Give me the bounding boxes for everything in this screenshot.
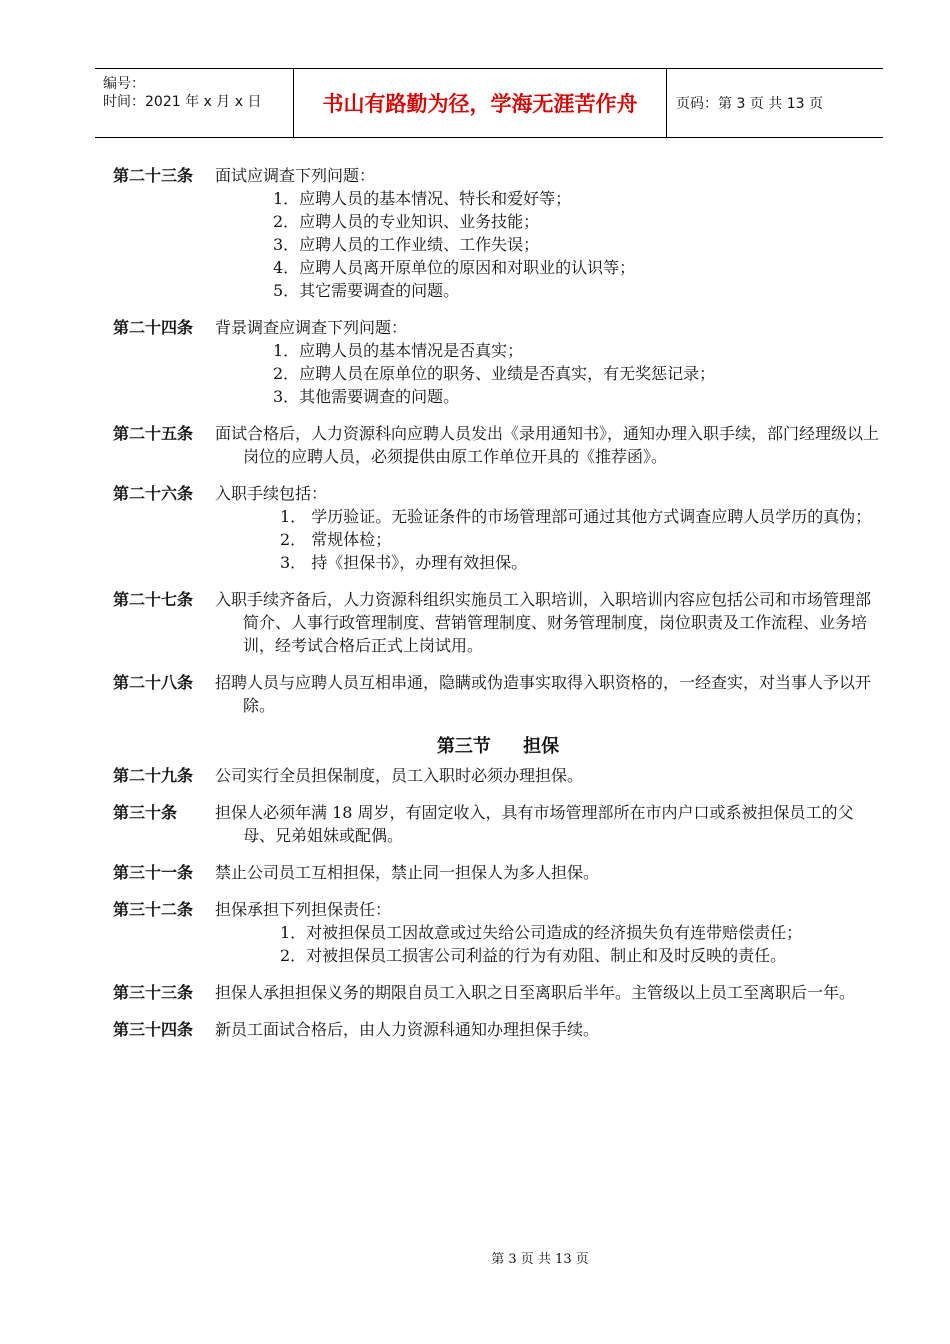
article-23	[113, 164, 883, 187]
article-number: 第二十五条	[113, 424, 194, 443]
serial-label: 编号：	[103, 76, 145, 92]
list-item: 2．应聘人员的专业知识、业务技能；	[273, 212, 540, 231]
list-item: 1．应聘人员的基本情况、特长和爱好等；	[273, 189, 572, 208]
list-item: 1． 学历验证。无验证条件的市场管理部可通过其他方式调查应聘人员学历的真伪；	[280, 507, 872, 526]
list-item: 3．其他需要调查的问题。	[273, 387, 460, 406]
article-24	[113, 316, 883, 339]
list-item: 2．对被担保员工损害公司利益的行为有劝阻、制止和及时反映的责任。	[280, 946, 787, 965]
article-number: 第二十六条	[113, 484, 194, 503]
article-number: 第三十三条	[113, 983, 194, 1002]
list-item: 3．应聘人员的工作业绩、工作失误；	[273, 235, 540, 254]
article-26	[113, 482, 883, 505]
article-number: 第三十条	[113, 803, 178, 822]
article-text: 担保人承担担保义务的期限自员工入职之日至离职后半年。主管级以上员工至离职后一年。	[215, 983, 856, 1002]
article-number: 第二十四条	[113, 318, 194, 337]
page-header	[95, 68, 883, 138]
article-34	[113, 1018, 883, 1041]
article-items	[273, 339, 883, 408]
article-text: 面试应调查下列问题：	[215, 166, 376, 185]
article-items	[273, 187, 883, 302]
article-number: 第二十八条	[113, 673, 194, 692]
list-item: 4．应聘人员离开原单位的原因和对职业的认识等；	[273, 258, 636, 277]
article-number: 第二十三条	[113, 166, 194, 185]
article-33	[113, 981, 883, 1004]
article-text: 入职手续包括：	[215, 484, 328, 503]
article-29	[113, 764, 883, 787]
article-number: 第三十二条	[113, 900, 194, 919]
article-number: 第二十七条	[113, 590, 194, 609]
article-text: 禁止公司员工互相担保，禁止同一担保人为多人担保。	[215, 863, 600, 882]
list-item: 3． 持《担保书》，办理有效担保。	[280, 553, 528, 572]
article-number: 第三十一条	[113, 863, 194, 882]
article-28	[113, 671, 883, 717]
header-page-label: 页码：第 3 页 共 13 页	[676, 96, 823, 112]
header-meta	[95, 69, 293, 137]
article-text: 新员工面试合格后，由人力资源科通知办理担保手续。	[215, 1020, 600, 1039]
document-body	[113, 164, 883, 1041]
article-text: 担保承担下列担保责任：	[215, 900, 392, 919]
article-text: 招聘人员与应聘人员互相串通，隐瞒或伪造事实取得入职资格的，一经查实，对当事人予以开除。	[215, 673, 872, 715]
article-text: 入职手续齐备后，人力资源科组织实施员工入职培训，入职培训内容应包括公司和市场管理部简介、人事行政管理制度、营销管理制度、财务管理制度，岗位职责及工作流程、业务培训，经考试合格后正式上岗试用。	[215, 590, 872, 655]
article-number: 第二十九条	[113, 766, 194, 785]
section-title: 第三节 担保	[436, 736, 560, 757]
article-text: 担保人必须年满 18 周岁，有固定收入，具有市场管理部所在市内户口或系被担保员工的父母、兄弟姐妹或配偶。	[215, 803, 854, 845]
list-item: 5．其它需要调查的问题。	[273, 281, 460, 300]
article-27	[113, 588, 883, 657]
article-number: 第三十四条	[113, 1020, 194, 1039]
article-text: 面试合格后，人力资源科向应聘人员发出《录用通知书》，通知办理入职手续，部门经理级以上岗位的应聘人员，必须提供由原工作单位开具的《推荐函》。	[215, 424, 880, 466]
article-items	[240, 505, 883, 574]
article-items	[240, 921, 883, 967]
list-item: 1．对被担保员工因故意或过失给公司造成的经济损失负有连带赔偿责任；	[280, 923, 803, 942]
header-motto: 书山有路勤为径，学海无涯苦作舟	[293, 69, 667, 137]
time-label: 时间：2021 年 x 月 x 日	[103, 94, 262, 110]
page-footer: 第 3 页 共 13 页	[491, 1252, 589, 1267]
list-item: 1．应聘人员的基本情况是否真实；	[273, 341, 524, 360]
article-32	[113, 898, 883, 921]
list-item: 2．应聘人员在原单位的职务、业绩是否真实，有无奖惩记录；	[273, 364, 716, 383]
article-text: 公司实行全员担保制度，员工入职时必须办理担保。	[215, 766, 584, 785]
article-30	[113, 801, 883, 847]
article-25	[113, 422, 883, 468]
article-text: 背景调查应调查下列问题：	[215, 318, 408, 337]
list-item: 2． 常规体检；	[280, 530, 392, 549]
article-31	[113, 861, 883, 884]
